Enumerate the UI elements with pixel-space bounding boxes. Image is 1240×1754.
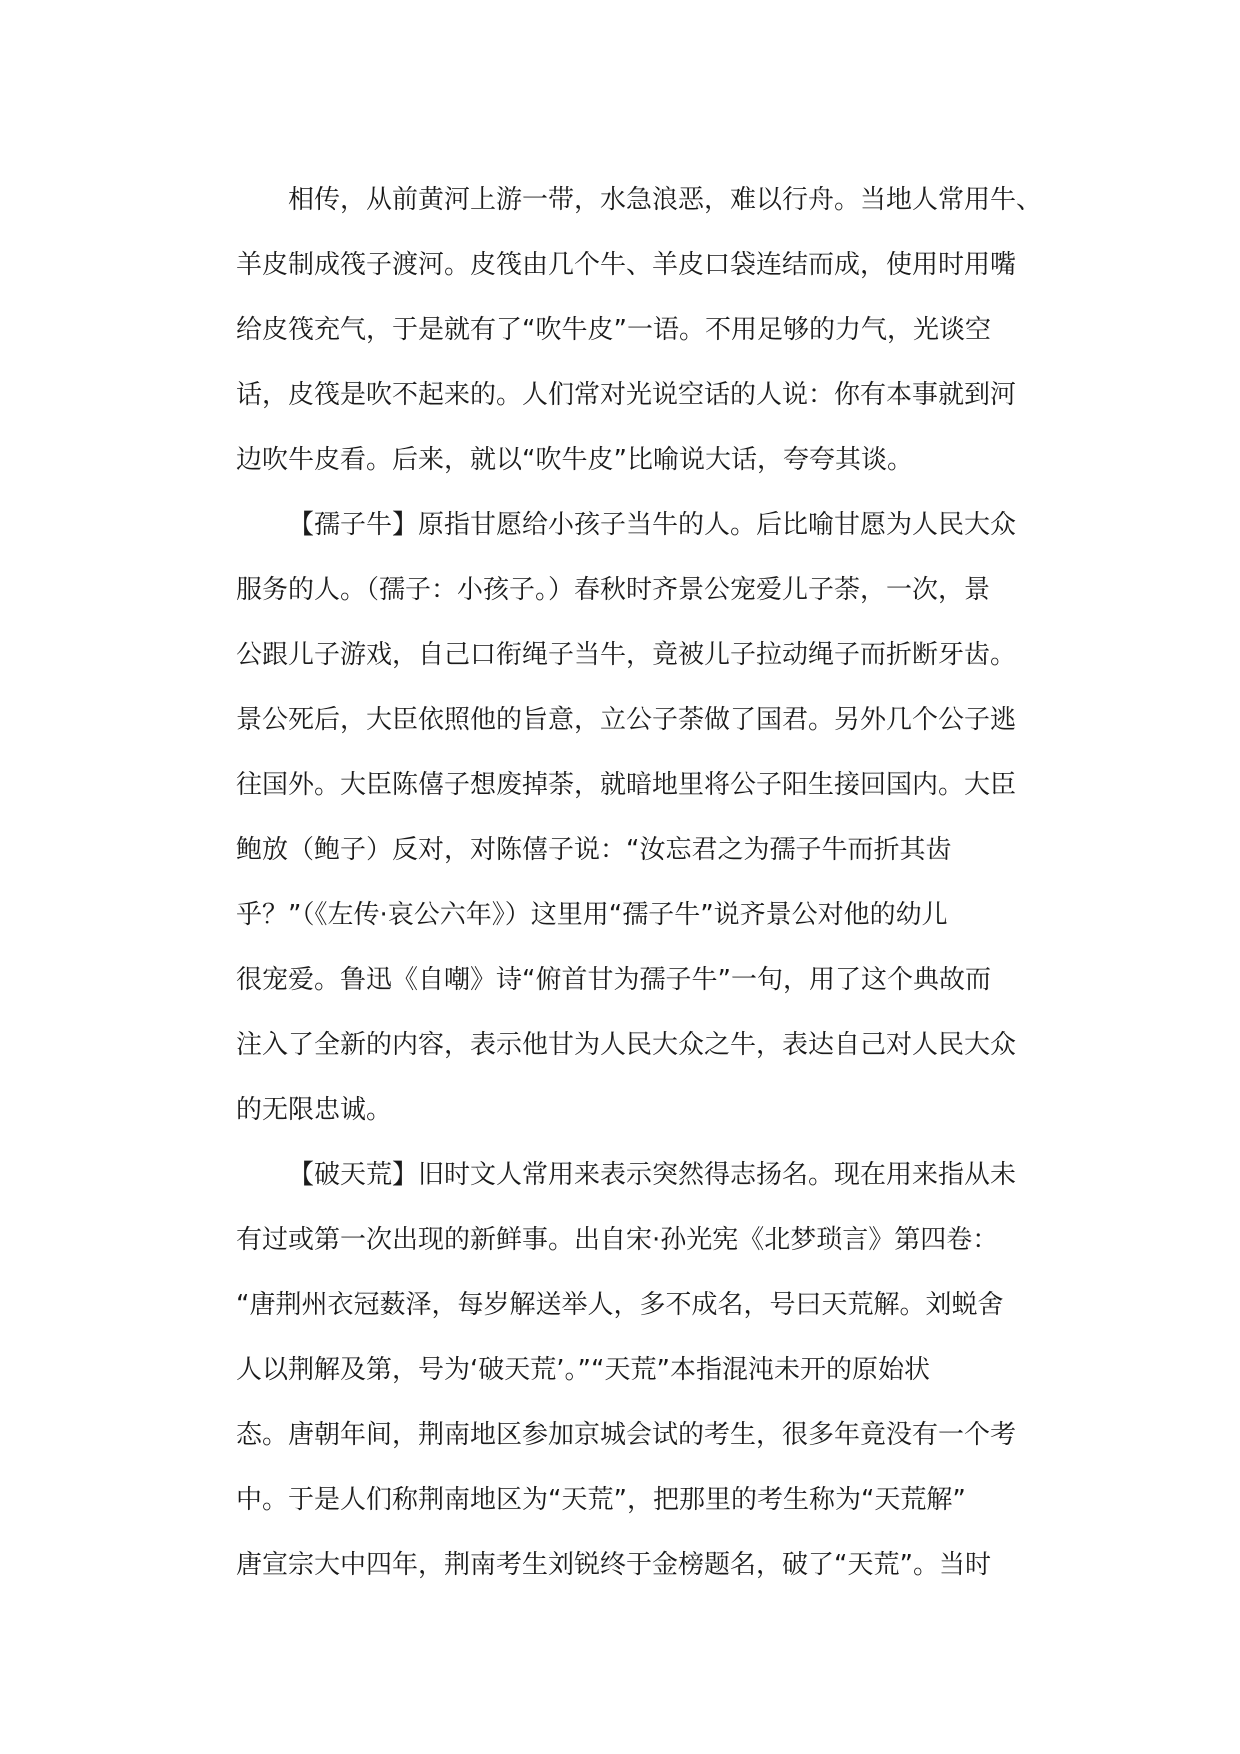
- text-line: 羊皮制成筏子渡河。皮筏由几个牛、羊皮口袋连结而成，使用时用嘴: [236, 250, 1017, 280]
- text-line: 景公死后，大臣依照他的旨意，立公子荼做了国君。另外几个公子逃: [236, 705, 1017, 735]
- text-line: 乎？”（《左传·哀公六年》）这里用“孺子牛”说齐景公对他的幼儿: [236, 900, 948, 930]
- text-line: 的无限忠诚。: [236, 1095, 393, 1125]
- document-body: [236, 168, 1043, 1598]
- text-line: 态。唐朝年间，荆南地区参加京城会试的考生，很多年竟没有一个考: [236, 1420, 1017, 1450]
- text-line: 公跟儿子游戏，自己口衔绳子当牛，竟被儿子拉动绳子而折断牙齿。: [236, 640, 1017, 670]
- paragraph-potianhuang: [236, 1143, 1016, 1598]
- paragraph-ruziniu: [236, 493, 1016, 1143]
- text-line: 服务的人。（孺子：小孩子。）春秋时齐景公宠爱儿子荼，一次，景: [236, 575, 991, 605]
- text-line: 往国外。大臣陈僖子想废掉荼，就暗地里将公子阳生接回国内。大臣: [236, 770, 1017, 800]
- paragraph-chuiniupi: [236, 168, 1043, 493]
- text-line: 【孺子牛】原指甘愿给小孩子当牛的人。后比喻甘愿为人民大众: [288, 510, 1017, 540]
- text-line: 给皮筏充气，于是就有了“吹牛皮”一语。不用足够的力气，光谈空: [236, 315, 991, 345]
- text-line: 【破天荒】旧时文人常用来表示突然得志扬名。现在用来指从未: [288, 1160, 1017, 1190]
- text-line: 相传，从前黄河上游一带，水急浪恶，难以行舟。当地人常用牛、: [288, 185, 1043, 215]
- text-line: 边吹牛皮看。后来，就以“吹牛皮”比喻说大话，夸夸其谈。: [236, 445, 913, 475]
- text-line: 鲍放（鲍子）反对，对陈僖子说：“汝忘君之为孺子牛而折其齿: [236, 835, 952, 865]
- text-line: 注入了全新的内容，表示他甘为人民大众之牛，表达自己对人民大众: [236, 1030, 1017, 1060]
- text-line: 很宠爱。鲁迅《自嘲》诗“俯首甘为孺子牛”一句，用了这个典故而: [236, 965, 991, 995]
- text-line: “唐荆州衣冠薮泽，每岁解送举人，多不成名，号曰天荒解。刘蜕舍: [236, 1290, 1004, 1320]
- text-line: 有过或第一次出现的新鲜事。出自宋·孙光宪《北梦琐言》第四卷：: [236, 1225, 999, 1255]
- text-line: 人以荆解及第，号为‘破天荒’。”“天荒”本指混沌未开的原始状: [236, 1355, 930, 1385]
- text-line: 唐宣宗大中四年，荆南考生刘锐终于金榜题名，破了“天荒”。当时: [236, 1550, 991, 1580]
- text-line: 中。于是人们称荆南地区为“天荒”，把那里的考生称为“天荒解”: [236, 1485, 966, 1515]
- text-line: 话，皮筏是吹不起来的。人们常对光说空话的人说：你有本事就到河: [236, 380, 1017, 410]
